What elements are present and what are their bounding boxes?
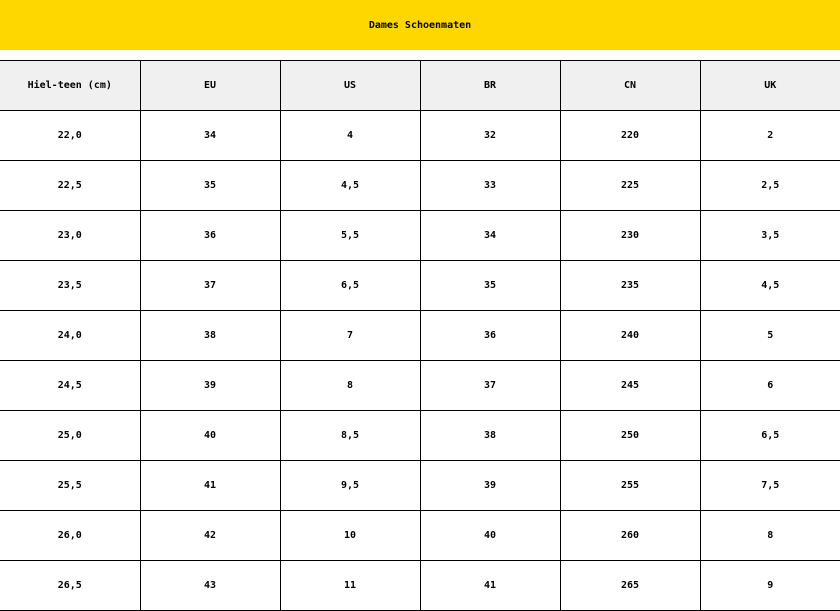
cn-cell: 235: [560, 261, 700, 311]
heel-toe-cell: 26,0: [0, 511, 140, 561]
header-us: US: [280, 61, 420, 111]
uk-cell: 6,5: [700, 411, 840, 461]
uk-cell: 8: [700, 511, 840, 561]
us-cell: 6,5: [280, 261, 420, 311]
header-row: [0, 61, 840, 111]
cn-cell: 250: [560, 411, 700, 461]
cn-cell: 255: [560, 461, 700, 511]
us-cell: 8: [280, 361, 420, 411]
header-eu: EU: [140, 61, 280, 111]
br-cell: 33: [420, 161, 560, 211]
heel-toe-cell: 23,5: [0, 261, 140, 311]
us-cell: 11: [280, 561, 420, 611]
br-cell: 39: [420, 461, 560, 511]
us-cell: 5,5: [280, 211, 420, 261]
eu-cell: 36: [140, 211, 280, 261]
table-row: [0, 361, 840, 411]
br-cell: 38: [420, 411, 560, 461]
eu-cell: 35: [140, 161, 280, 211]
cn-cell: 220: [560, 111, 700, 161]
eu-cell: 42: [140, 511, 280, 561]
page-title: Dames Schoenmaten: [368, 19, 472, 31]
br-cell: 34: [420, 211, 560, 261]
eu-cell: 38: [140, 311, 280, 361]
uk-cell: 7,5: [700, 461, 840, 511]
cn-cell: 245: [560, 361, 700, 411]
us-cell: 4,5: [280, 161, 420, 211]
us-cell: 7: [280, 311, 420, 361]
heel-toe-cell: 22,0: [0, 111, 140, 161]
br-cell: 41: [420, 561, 560, 611]
eu-cell: 40: [140, 411, 280, 461]
br-cell: 37: [420, 361, 560, 411]
eu-cell: 41: [140, 461, 280, 511]
heel-toe-cell: 26,5: [0, 561, 140, 611]
table-row: [0, 561, 840, 611]
us-cell: 4: [280, 111, 420, 161]
us-cell: 9,5: [280, 461, 420, 511]
table-row: [0, 211, 840, 261]
heel-toe-cell: 25,0: [0, 411, 140, 461]
header-cn: CN: [560, 61, 700, 111]
header-heel-toe: Hiel-teen (cm): [0, 61, 140, 111]
shoe-size-table: [0, 60, 840, 611]
uk-cell: 6: [700, 361, 840, 411]
table-row: [0, 261, 840, 311]
heel-toe-cell: 23,0: [0, 211, 140, 261]
uk-cell: 9: [700, 561, 840, 611]
heel-toe-cell: 24,5: [0, 361, 140, 411]
us-cell: 10: [280, 511, 420, 561]
cn-cell: 240: [560, 311, 700, 361]
uk-cell: 5: [700, 311, 840, 361]
br-cell: 35: [420, 261, 560, 311]
table-body: [0, 111, 840, 611]
heel-toe-cell: 25,5: [0, 461, 140, 511]
table-row: [0, 111, 840, 161]
eu-cell: 34: [140, 111, 280, 161]
table-row: [0, 461, 840, 511]
br-cell: 40: [420, 511, 560, 561]
header-uk: UK: [700, 61, 840, 111]
table-row: [0, 511, 840, 561]
br-cell: 36: [420, 311, 560, 361]
cn-cell: 260: [560, 511, 700, 561]
table-row: [0, 311, 840, 361]
eu-cell: 39: [140, 361, 280, 411]
uk-cell: 2: [700, 111, 840, 161]
title-bar: [0, 0, 840, 50]
uk-cell: 4,5: [700, 261, 840, 311]
table-row: [0, 161, 840, 211]
heel-toe-cell: 24,0: [0, 311, 140, 361]
eu-cell: 37: [140, 261, 280, 311]
br-cell: 32: [420, 111, 560, 161]
us-cell: 8,5: [280, 411, 420, 461]
cn-cell: 225: [560, 161, 700, 211]
heel-toe-cell: 22,5: [0, 161, 140, 211]
uk-cell: 3,5: [700, 211, 840, 261]
header-br: BR: [420, 61, 560, 111]
cn-cell: 265: [560, 561, 700, 611]
eu-cell: 43: [140, 561, 280, 611]
cn-cell: 230: [560, 211, 700, 261]
table-row: [0, 411, 840, 461]
uk-cell: 2,5: [700, 161, 840, 211]
